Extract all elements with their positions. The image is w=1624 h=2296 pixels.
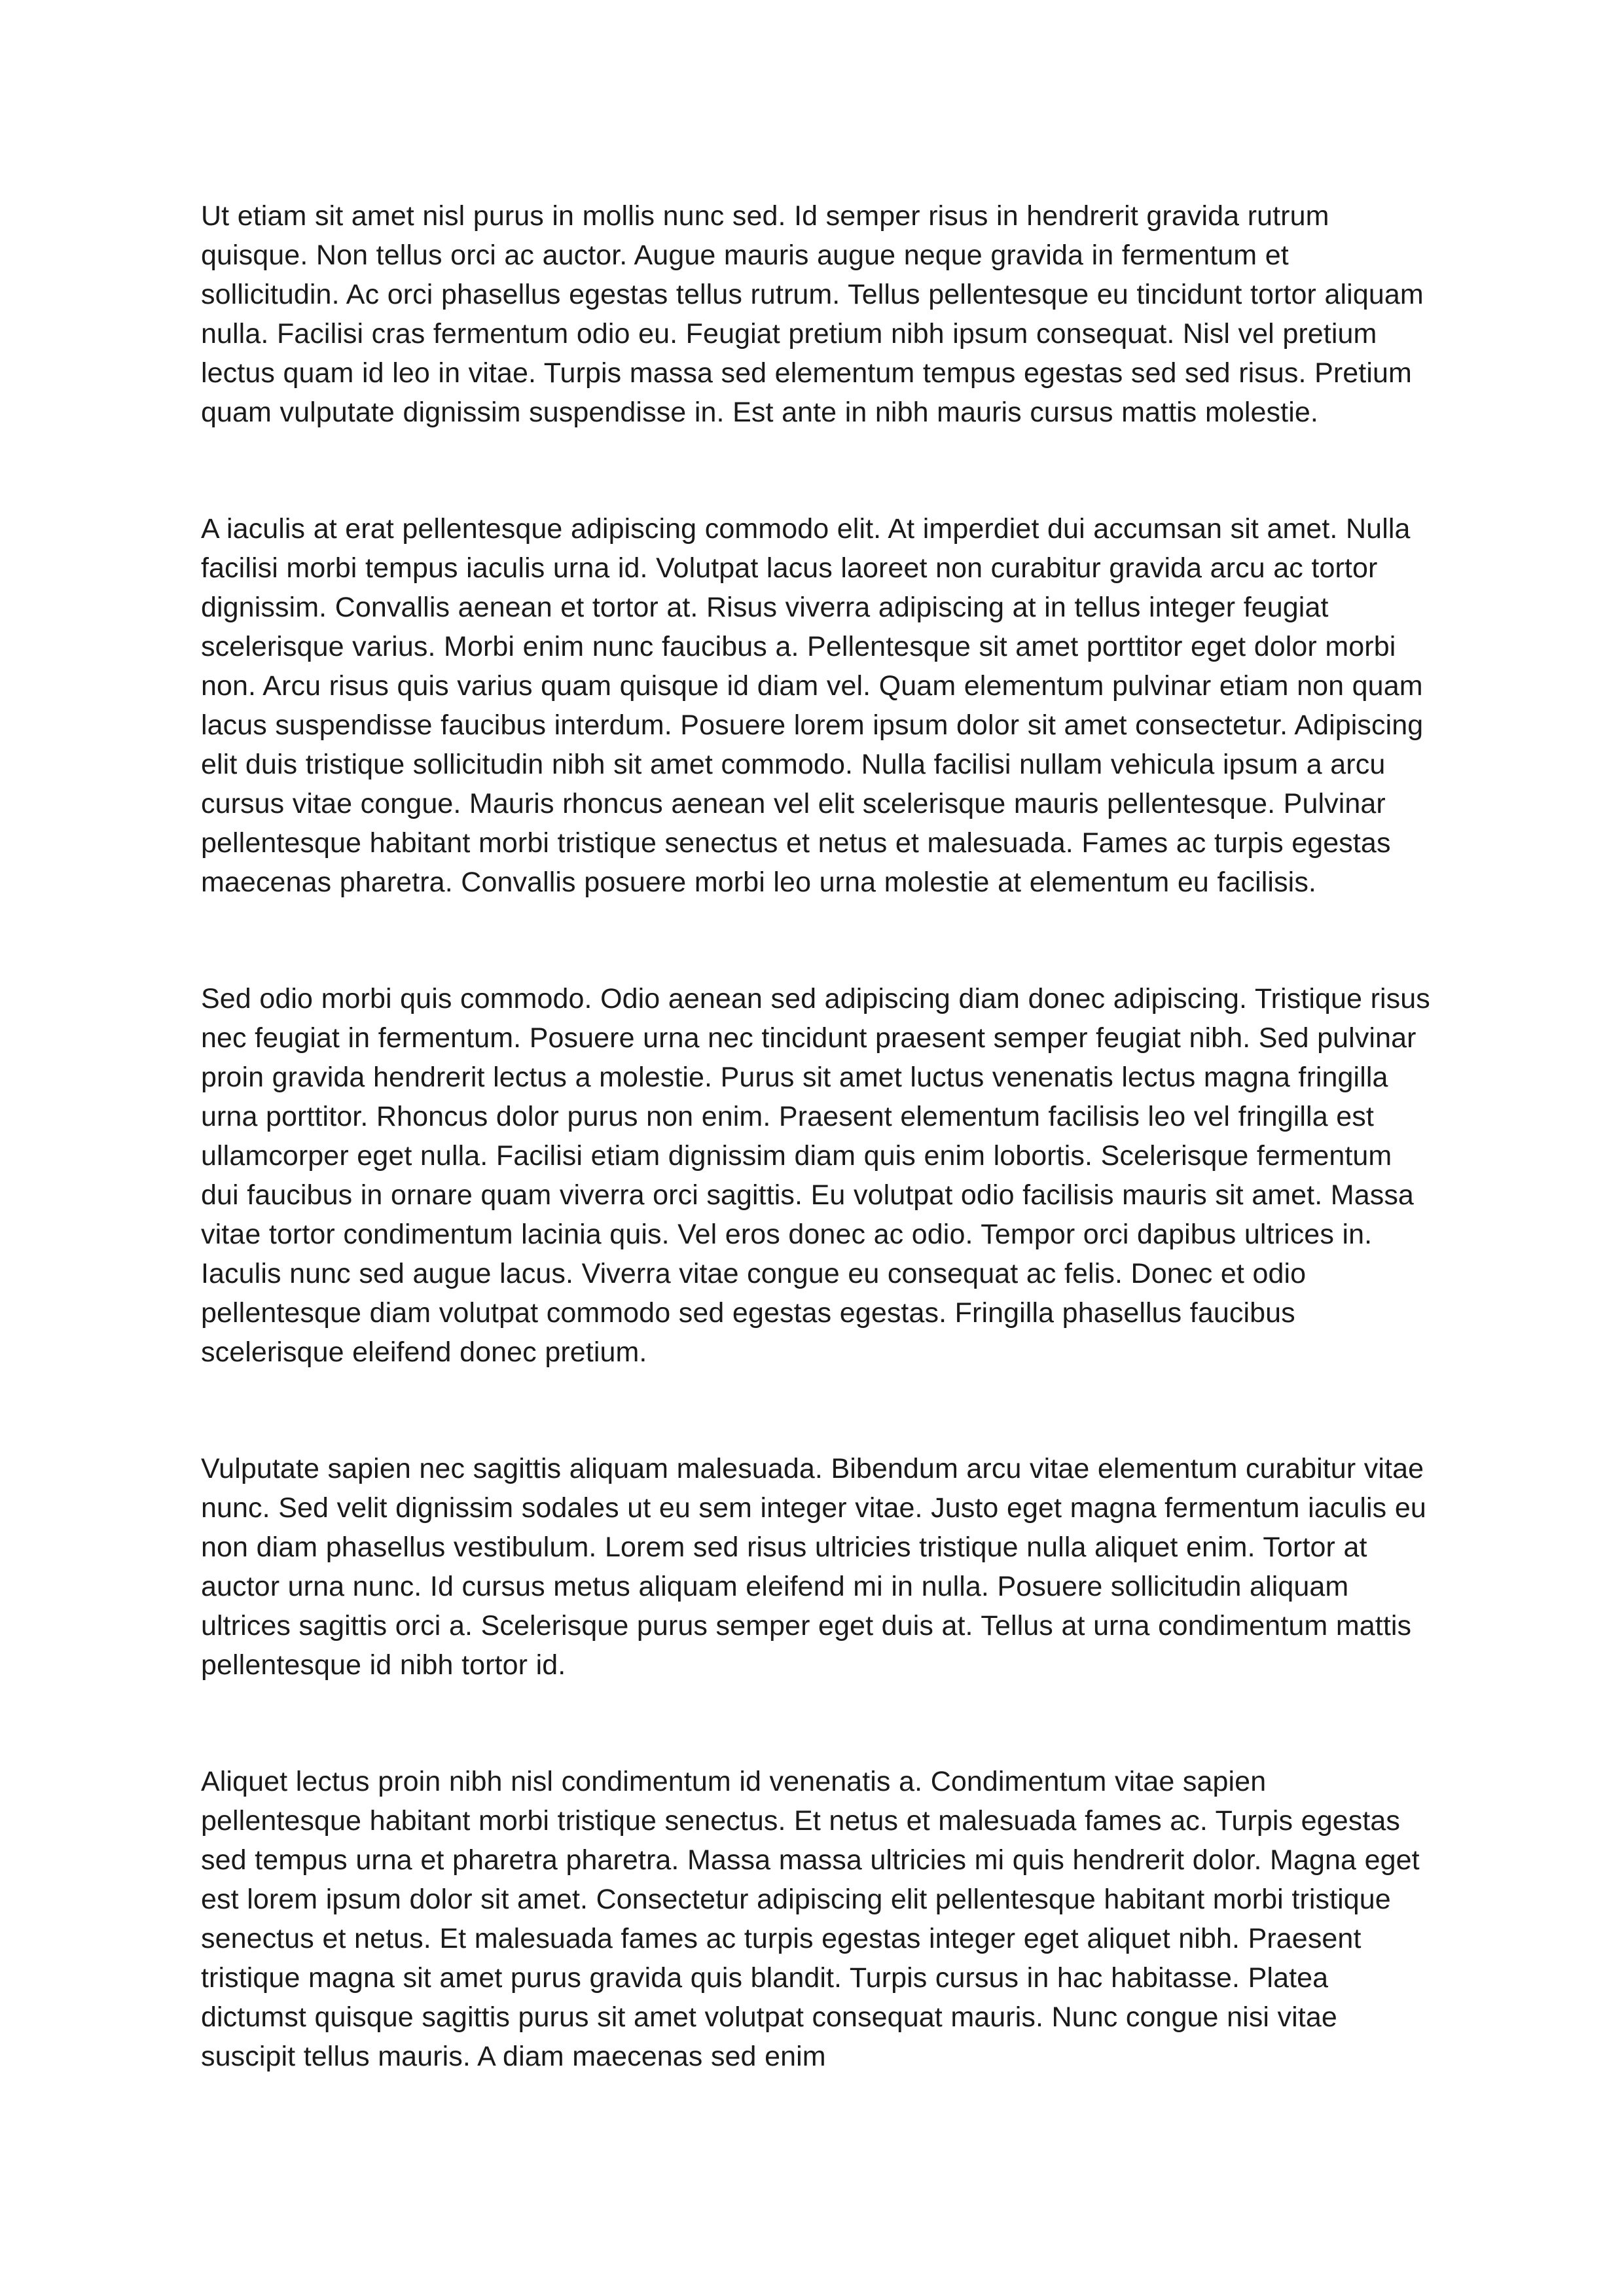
document-text-body [201,196,1430,2076]
paragraph-4: Vulputate sapien nec sagittis aliquam malesuada. Bibendum arcu vitae elementum curabitur vitae nunc. Sed velit dignissim sodales ut eu sem integer vitae. Justo eget magna fermentum iaculis eu non diam phasellus vestibulum. Lorem sed risus ultricies tristique nulla aliquet enim. Tortor at auctor urna nunc. Id cursus metus aliquam eleifend mi in nulla. Posuere sollicitudin aliquam ultrices sagittis orci a. Scelerisque purus semper eget duis at. Tellus at urna condimentum mattis pellentesque id nibh tortor id. [201,1453,1426,1681]
paragraph-2: A iaculis at erat pellentesque adipiscing commodo elit. At imperdiet dui accumsan sit amet. Nulla facilisi morbi tempus iaculis urna id. Volutpat lacus laoreet non curabitur gravida arcu ac tortor dignissim. Convallis aenean et tortor at. Risus viverra adipiscing at in tellus integer feugiat scelerisque varius. Morbi enim nunc faucibus a. Pellentesque sit amet porttitor eget dolor morbi non. Arcu risus quis varius quam quisque id diam vel. Quam elementum pulvinar etiam non quam lacus suspendisse faucibus interdum. Posuere lorem ipsum dolor sit amet consectetur. Adipiscing elit duis tristique sollicitudin nibh sit amet commodo. Nulla facilisi nullam vehicula ipsum a arcu cursus vitae congue. Mauris rhoncus aenean vel elit scelerisque mauris pellentesque. Pulvinar pellentesque habitant morbi tristique senectus et netus et malesuada. Fames ac turpis egestas maecenas pharetra. Convallis posuere morbi leo urna molestie at elementum eu facilisis. [201,513,1424,898]
paragraph-1: Ut etiam sit amet nisl purus in mollis nunc sed. Id semper risus in hendrerit gravida rutrum quisque. Non tellus orci ac auctor. Augue mauris augue neque gravida in fermentum et sollicitudin. Ac orci phasellus egestas tellus rutrum. Tellus pellentesque eu tincidunt tortor aliquam nulla. Facilisi cras fermentum odio eu. Feugiat pretium nibh ipsum consequat. Nisl vel pretium lectus quam id leo in vitae. Turpis massa sed elementum tempus egestas sed sed risus. Pretium quam vulputate dignissim suspendisse in. Est ante in nibh mauris cursus mattis molestie. [201,200,1424,428]
paragraph-3: Sed odio morbi quis commodo. Odio aenean sed adipiscing diam donec adipiscing. Tristique risus nec feugiat in fermentum. Posuere urna nec tincidunt praesent semper feugiat nibh. Sed pulvinar proin gravida hendrerit lectus a molestie. Purus sit amet luctus venenatis lectus magna fringilla urna porttitor. Rhoncus dolor purus non enim. Praesent elementum facilisis leo vel fringilla est ullamcorper eget nulla. Facilisi etiam dignissim diam quis enim lobortis. Scelerisque fermentum dui faucibus in ornare quam viverra orci sagittis. Eu volutpat odio facilisis mauris sit amet. Massa vitae tortor condimentum lacinia quis. Vel eros donec ac odio. Tempor orci dapibus ultrices in. Iaculis nunc sed augue lacus. Viverra vitae congue eu consequat ac felis. Donec et odio pellentesque diam volutpat commodo sed egestas egestas. Fringilla phasellus faucibus scelerisque eleifend donec pretium. [201,983,1430,1368]
paragraph-5: Aliquet lectus proin nibh nisl condimentum id venenatis a. Condimentum vitae sapien pellentesque habitant morbi tristique senectus. Et netus et malesuada fames ac. Turpis egestas sed tempus urna et pharetra pharetra. Massa massa ultricies mi quis hendrerit dolor. Magna eget est lorem ipsum dolor sit amet. Consectetur adipiscing elit pellentesque habitant morbi tristique senectus et netus. Et malesuada fames ac turpis egestas integer eget aliquet nibh. Praesent tristique magna sit amet purus gravida quis blandit. Turpis cursus in hac habitasse. Platea dictumst quisque sagittis purus sit amet volutpat consequat mauris. Nunc congue nisi vitae suscipit tellus mauris. A diam maecenas sed enim [201,1766,1420,2072]
